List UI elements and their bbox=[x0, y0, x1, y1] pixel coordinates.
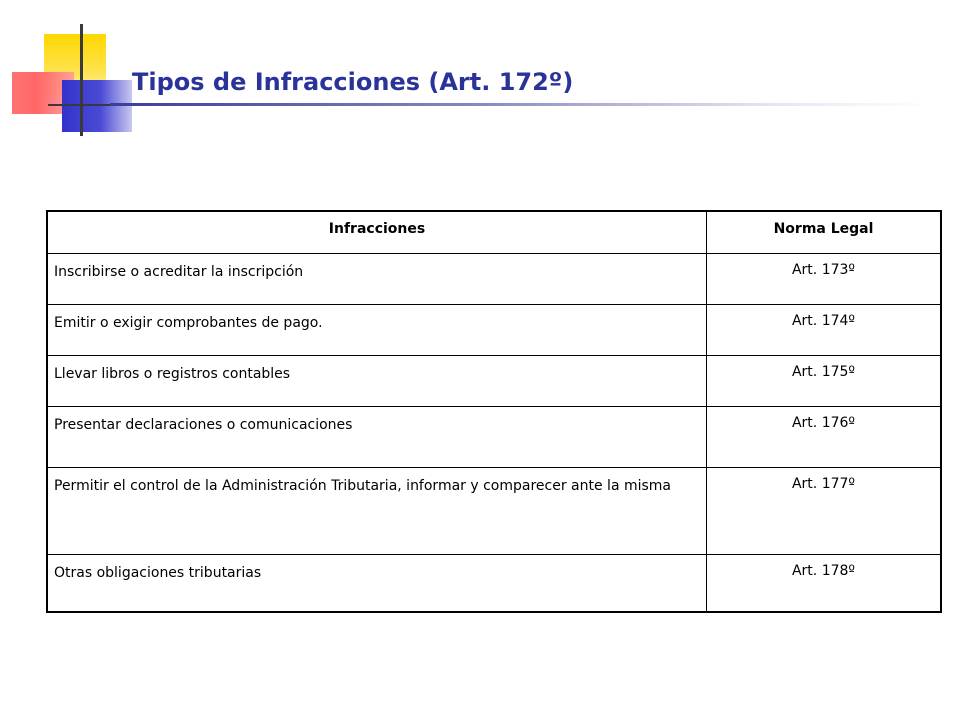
norma-cell: Art. 173º bbox=[707, 254, 942, 305]
logo-vertical-line bbox=[80, 24, 83, 136]
norma-cell: Art. 178º bbox=[707, 555, 942, 613]
table-row bbox=[47, 555, 941, 613]
infraccion-cell: Permitir el control de la Administración Tributaria, informar y comparecer ante la misma bbox=[47, 468, 707, 555]
infractions-table bbox=[46, 210, 942, 613]
title-underline bbox=[110, 103, 930, 106]
infraccion-cell: Otras obligaciones tributarias bbox=[47, 555, 707, 613]
table-row bbox=[47, 254, 941, 305]
norma-cell: Art. 174º bbox=[707, 305, 942, 356]
table-row bbox=[47, 468, 941, 555]
logo-blue-square bbox=[62, 80, 132, 132]
table-header-row bbox=[47, 211, 941, 254]
infraccion-cell: Presentar declaraciones o comunicaciones bbox=[47, 407, 707, 468]
header-infracciones: Infracciones bbox=[47, 211, 707, 254]
table-row bbox=[47, 407, 941, 468]
infraccion-cell: Inscribirse o acreditar la inscripción bbox=[47, 254, 707, 305]
infraccion-cell: Emitir o exigir comprobantes de pago. bbox=[47, 305, 707, 356]
table-row bbox=[47, 305, 941, 356]
header-norma-legal: Norma Legal bbox=[707, 211, 942, 254]
norma-cell: Art. 175º bbox=[707, 356, 942, 407]
table-row bbox=[47, 356, 941, 407]
norma-cell: Art. 176º bbox=[707, 407, 942, 468]
decorative-logo bbox=[0, 0, 140, 140]
slide-title: Tipos de Infracciones (Art. 172º) bbox=[132, 68, 574, 96]
infraccion-cell: Llevar libros o registros contables bbox=[47, 356, 707, 407]
norma-cell: Art. 177º bbox=[707, 468, 942, 555]
